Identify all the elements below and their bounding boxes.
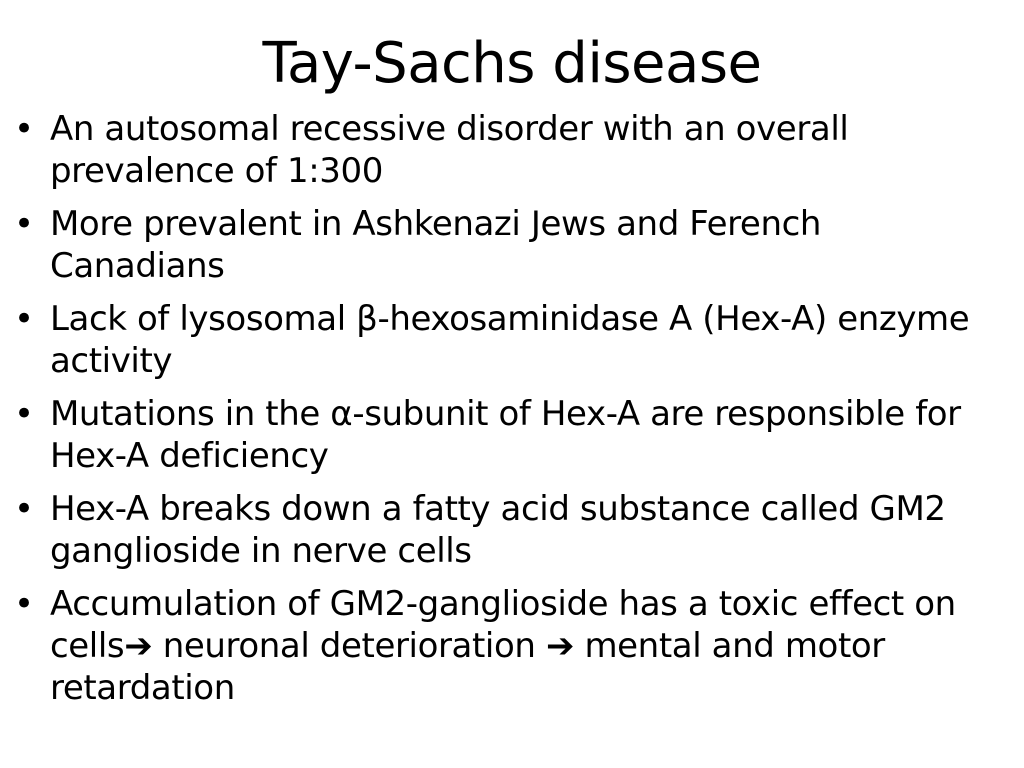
bullet-text: An autosomal recessive disorder with an overall prevalence of 1:300 (50, 109, 849, 191)
bullet-text-part: mental and motor retardation (50, 626, 885, 708)
slide-title: Tay-Sachs disease (262, 31, 762, 96)
right-arrow-icon: ➔ (545, 626, 575, 666)
bullet-marker: • (14, 394, 34, 434)
bullet-text: Mutations in the α-subunit of Hex-A are responsible for Hex-A deficiency (50, 394, 961, 476)
right-arrow-icon: ➔ (124, 626, 153, 666)
bullet-item (14, 108, 1004, 192)
bullet-marker: • (14, 204, 34, 244)
bullet-item (14, 583, 1004, 709)
bullet-text-part: Accumulation of GM2-ganglioside has a toxic effect on cells (50, 584, 956, 666)
bullet-marker: • (14, 584, 34, 624)
bullet-item (14, 393, 1004, 477)
bullet-item (14, 298, 1004, 382)
bullet-marker: • (14, 489, 34, 529)
bullet-text: More prevalent in Ashkenazi Jews and Ferench Canadians (50, 204, 822, 286)
bullet-list (14, 108, 1004, 720)
bullet-text-part: neuronal deterioration (152, 626, 546, 666)
bullet-marker: • (14, 299, 34, 339)
bullet-text: Lack of lysosomal β-hexosaminidase A (Hex-A) enzyme activity (50, 299, 970, 381)
bullet-item (14, 488, 1004, 572)
bullet-marker: • (14, 109, 34, 149)
bullet-text: Hex-A breaks down a fatty acid substance called GM2 ganglioside in nerve cells (50, 489, 946, 571)
bullet-item (14, 203, 1004, 287)
